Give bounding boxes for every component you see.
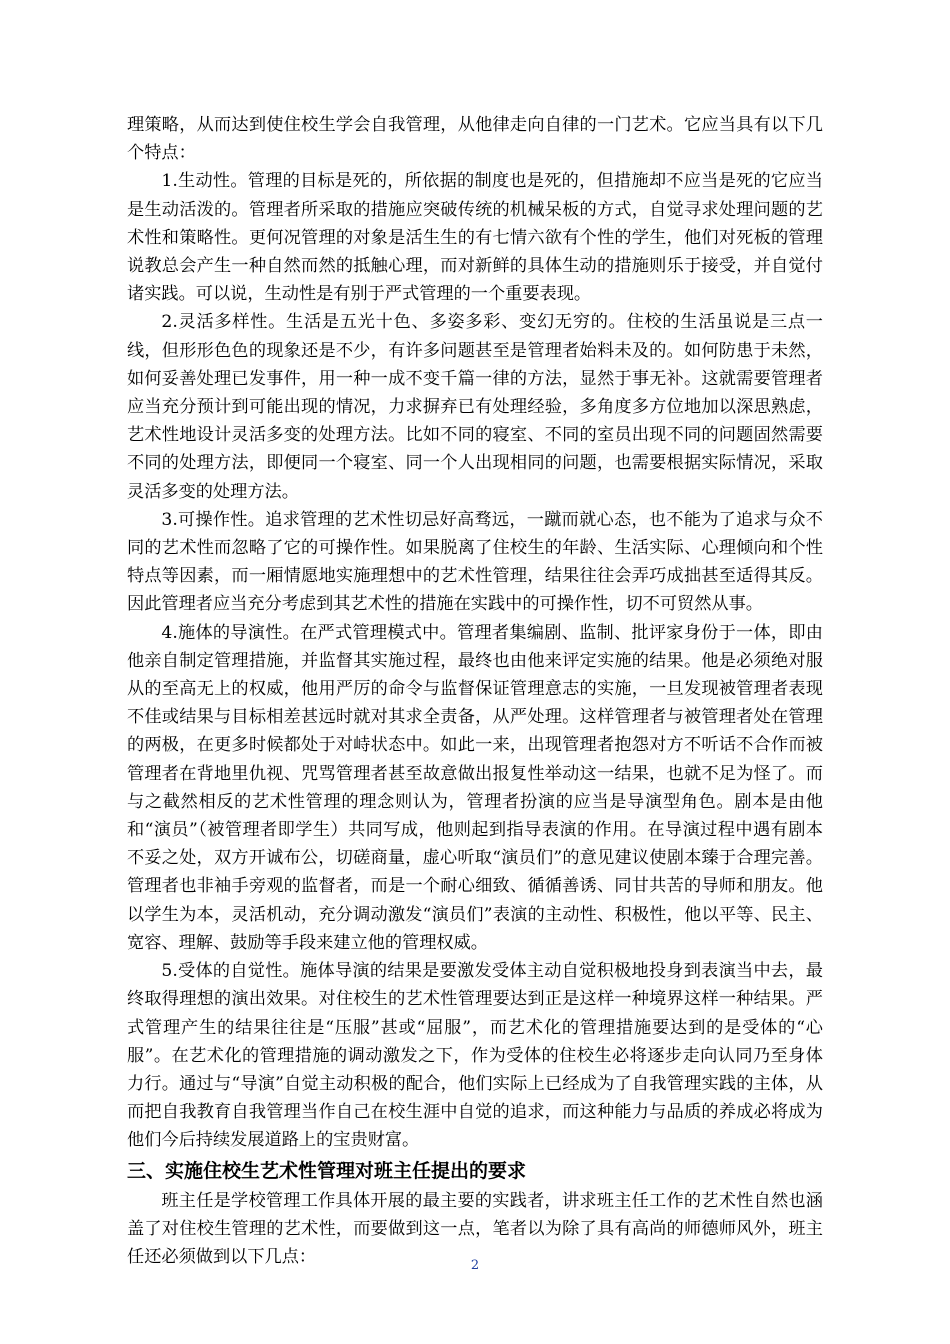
section-heading: 三、实施住校生艺术性管理对班主任提出的要求	[127, 1159, 527, 1182]
paragraph-point-5: 5.受体的自觉性。施体导演的结果是要激发受体主动自觉积极地投身到表演当中去，最终取得理想的演出效果。对住校生的艺术性管理要达到正是这样一种境界这样一种结果。严式管理产生的结果往往是“压服”甚或“屈服”，而艺术化的管理措施要达到的是受体的“心服”。在艺术化的管理措施的调动激发之下，作为受体的住校生必将逐步走向认同乃至身体力行。通过与“导演”自觉主动积极的配合，他们实际上已经成为了自我管理实践的主体，从而把自我教育自我管理当作自己在校生涯中自觉的追求，而这种能力与品质的养成必将成为他们今后持续发展道路上的宝贵财富。	[127, 961, 823, 1151]
document-body	[127, 111, 823, 1271]
page-number: 2	[470, 1258, 480, 1273]
paragraph-section-intro: 班主任是学校管理工作具体开展的最主要的实践者，讲求班主任工作的艺术性自然也涵盖了对住校生管理的艺术性，而要做到这一点，笔者以为除了具有高尚的师德师风外，班主任还必须做到以下几点：	[127, 1190, 823, 1267]
paragraph-point-3: 3.可操作性。追求管理的艺术性切忌好高骛远，一蹴而就心态，也不能为了追求与众不同的艺术性而忽略了它的可操作性。如果脱离了住校生的年龄、生活实际、心理倾向和个性特点等因素，而一厢情愿地实施理想中的艺术性管理，结果往往会弄巧成拙甚至适得其反。因此管理者应当充分考虑到其艺术性的措施在实践中的可操作性，切不可贸然从事。	[127, 509, 823, 615]
paragraph-point-2: 2.灵活多样性。生活是五光十色、多姿多彩、变幻无穷的。住校的生活虽说是三点一线，但形形色色的现象还是不少，有许多问题甚至是管理者始料未及的。如何防患于未然，如何妥善处理已发事件，用一种一成不变千篇一律的方法，显然于事无补。这就需要管理者应当充分预计到可能出现的情况，力求摒弃已有处理经验，多角度多方位地加以深思熟虑，艺术性地设计灵活多变的处理方法。比如不同的寝室、不同的室员出现不同的问题固然需要不同的处理方法，即便同一个寝室、同一个人出现相同的问题，也需要根据实际情况，采取灵活多变的处理方法。	[127, 312, 823, 502]
paragraph-point-1: 1.生动性。管理的目标是死的，所依据的制度也是死的，但措施却不应当是死的它应当是生动活泼的。管理者所采取的措施应突破传统的机械呆板的方式，自觉寻求处理问题的艺术性和策略性。更何况管理的对象是活生生的有七情六欲有个性的学生，他们对死板的管理说教总会产生一种自然而然的抵触心理，而对新鲜的具体生动的措施则乐于接受，并自觉付诸实践。可以说，生动性是有别于严式管理的一个重要表现。	[127, 171, 823, 305]
paragraph-point-4: 4.施体的导演性。在严式管理模式中。管理者集编剧、监制、批评家身份于一体，即由他亲自制定管理措施，并监督其实施过程，最终也由他来评定实施的结果。他是必须绝对服从的至高无上的权威，他用严厉的命令与监督保证管理意志的实施，一旦发现被管理者表现不佳或结果与目标相差甚远时就对其求全责备，从严处理。这样管理者与被管理者处在管理的两极，在更多时候都处于对峙状态中。如此一来，出现管理者抱怨对方不听话不合作而被管理者在背地里仇视、咒骂管理者甚至故意做出报复性举动这一结果，也就不足为怪了。而与之截然相反的艺术性管理的理念则认为，管理者扮演的应当是导演型角色。剧本是由他和“演员”（被管理者即学生）共同写成，他则起到指导表演的作用。在导演过程中遇有剧本不妥之处，双方开诚布公，切磋商量，虚心听取“演员们”的意见建议使剧本臻于合理完善。管理者也非袖手旁观的监督者，而是一个耐心细致、循循善诱、同甘共苦的导师和朋友。他以学生为本，灵活机动，充分调动激发“演员们”表演的主动性、积极性，他以平等、民主、宽容、理解、鼓励等手段来建立他的管理权威。	[127, 622, 823, 953]
paragraph-intro-continuation: 理策略，从而达到使住校生学会自我管理，从他律走向自律的一门艺术。它应当具有以下几个特点：	[127, 115, 823, 164]
